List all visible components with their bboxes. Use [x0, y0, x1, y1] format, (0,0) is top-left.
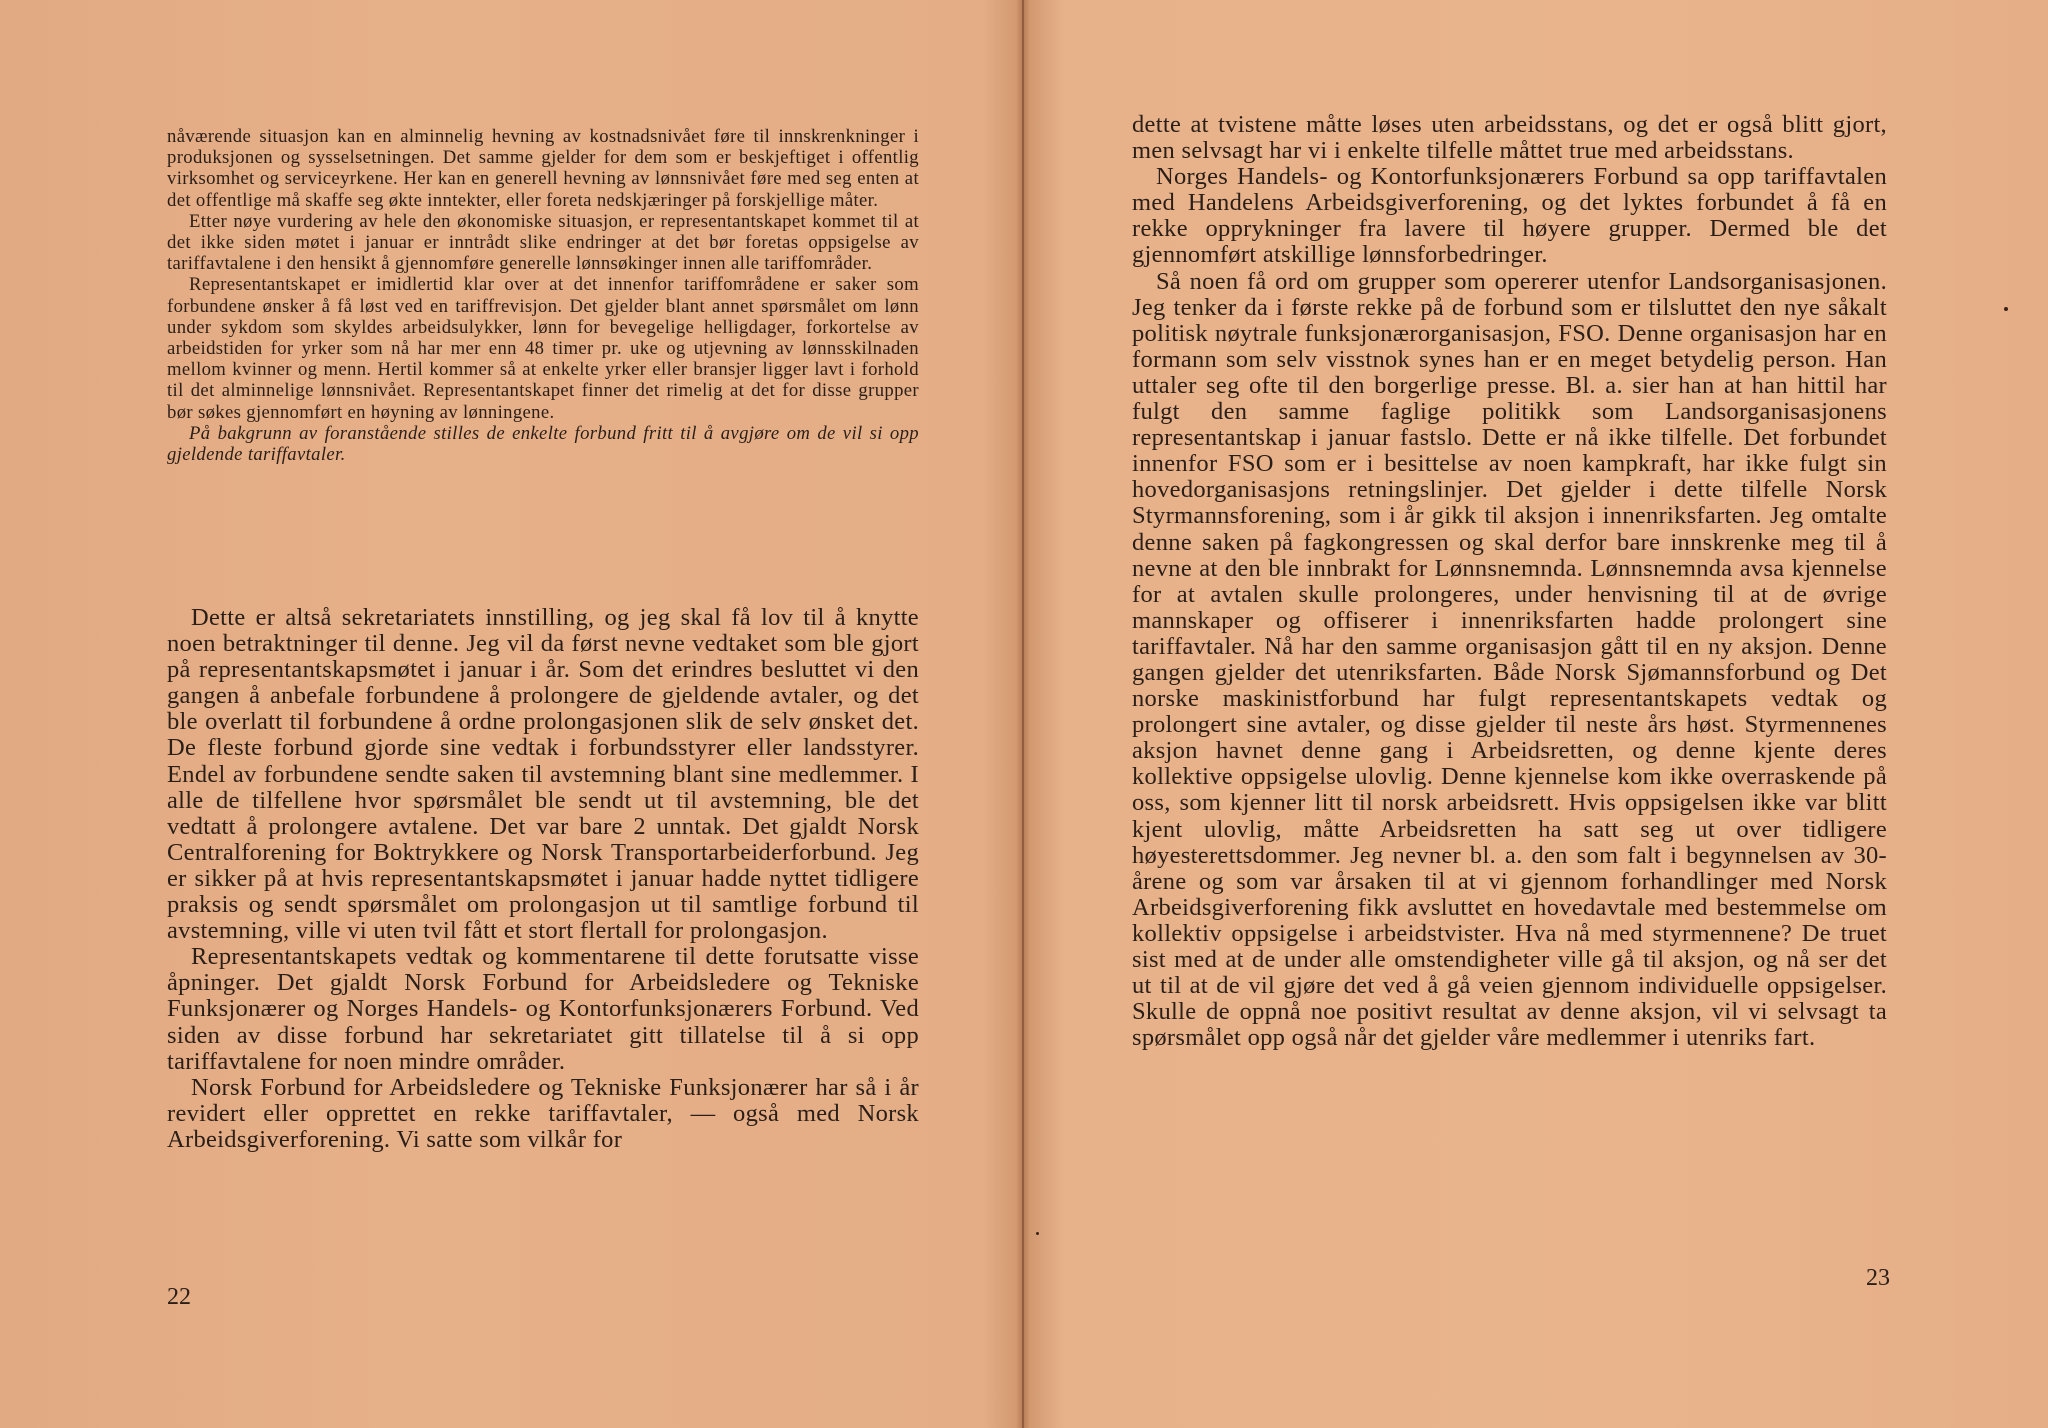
- page-number-right: 23: [1866, 1265, 1890, 1291]
- small-italic-paragraph: På bakgrunn av foranstående stilles de enkelte forbund fritt til å avgjøre om de vil si opp gjeldende tariffavtaler.: [167, 422, 919, 466]
- body-paragraph: Dette er altså sekretariatets innstilling, og jeg skal få lov til å knytte noen betraktninger til denne. Jeg vil da først nevne vedtaket som ble gjort på representantskapsmøtet i januar i år. Som det erindres besluttet vi den gangen å anbefale forbundene å prolongere de gjeldende avtaler, og det ble overlatt til forbundene å ordne prolongasjonen slik de selv ønsket det. De fleste forbund gjorde sine vedtak i forbundsstyrer eller landsstyrer. Endel av forbundene sendte saken til avstemning blant sine medlemmer. I alle de tilfellene hvor spørsmålet ble sendt ut til avstemning, ble det vedtatt å prolongere avtalene. Det var bare 2 unntak. Det gjaldt Norsk Centralforening for Boktrykkere og Norsk Transportarbeiderforbund. Jeg er sikker på at hvis representantskapsmøtet i januar hadde nyttet tidligere praksis og sendt spørsmålet om prolongasjon ut til samtlige forbund til avstemning, ville vi uten tvil fått et stort flertall for prolongasjon.: [167, 604, 919, 945]
- paper-speck: [1036, 1232, 1039, 1235]
- page-number-left: 22: [167, 1284, 191, 1310]
- body-paragraph: Representantskapets vedtak og kommentarene til dette forutsatte visse åpninger. Det gjaldt Norsk Forbund for Arbeidsledere og Tekniske Funksjonærer og Norges Handels- og Kontorfunksjonærers Forbund. Ved siden av disse forbund har sekretariatet gitt tillatelse til å si opp tariffavtalene for noen mindre områder.: [167, 943, 919, 1075]
- body-paragraph: Norsk Forbund for Arbeidsledere og Tekniske Funksjonærer har så i år revidert eller opprettet en rekke tariffavtaler, — også med Norsk Arbeidsgiverforening. Vi satte som vilkår for: [167, 1073, 919, 1153]
- body-paragraph: Så noen få ord om grupper som opererer utenfor Landsorganisasjonen. Jeg tenker da i første rekke på de forbund som er tilsluttet den nye såkalt politisk nøytrale funksjonærorganisasjon, FSO. Denne organisasjon har en formann som selv visstnok synes han er en meget betydelig person. Han uttaler seg ofte til den borgerlige presse. Bl. a. sier han at han hittil har fulgt den samme faglige politikk som Landsorganisasjonens representantskap i januar fastslo. Dette er nå ikke tilfelle. Det forbundet innenfor FSO som er i besittelse av noen kampkraft, har ikke fulgt sin hovedorganisasjons retningslinjer. Det gjelder i dette tilfelle Norsk Styrmannsforening, som i år gikk til aksjon i innenriksfarten. Jeg omtalte denne saken på fagkongressen og skal derfor bare innskrenke meg til å nevne at den ble innbrakt for Lønnsnemnda. Lønnsnemnda avsa kjennelse for at avtalen skulle prolongeres, under henvisning til at de øvrige mannskaper og offiserer i innenriksfarten hadde prolongert sine tariffavtaler. Nå har den samme organisasjon gått til en ny aksjon. Denne gangen gjelder det utenriksfarten. Både Norsk Sjømannsforbund og Det norske maskinistforbund har fulgt representantskapets vedtak og prolongert sine avtaler, og disse gjelder til neste års høst. Styrmennenes aksjon havnet denne gang i Arbeidsretten, og denne kjente deres kollektive oppsigelse ulovlig. Denne kjennelse kom ikke overraskende på oss, som kjenner litt til norsk arbeidsrett. Hvis oppsigelsen ikke var blitt kjent ulovlig, måtte Arbeidsretten ha satt seg ut over tidligere høyesterettsdommer. Jeg nevner bl. a. den som falt i begynnelsen av 30-årene og som var årsaken til at vi gjennom forhandlinger med Norsk Arbeidsgiverforening fikk avsluttet en hovedavtale med bestemmelse om kollektiv oppsigelse i arbeidstvister. Hva nå med styrmennene? De truet sist med at de under alle omstendigheter ville gå til aksjon, og nå ser det ut til at de vil gjøre det ved å gå veien gjennom individuelle oppsigelser. Skulle de oppnå noe positivt resultat av denne aksjon, vil vi selvsagt ta spørsmålet opp også når det gjelder våre medlemmer i utenriks fart.: [1132, 267, 1887, 1052]
- left-body-text: [167, 605, 919, 1153]
- right-body-text: [1132, 112, 1887, 1051]
- small-paragraph: nåværende situasjon kan en alminnelig hevning av kostnadsnivået føre til innskrenkninger i produksjonen og sysselsetningen. Det samme gjelder for dem som er beskjeftiget i offentlig virksomhet og serviceyrkene. Her kan en generell hevning av lønnsnivået føre med seg enten at det offentlige må skaffe seg økte inntekter, eller foreta nedskjæringer på forskjellige måter.: [167, 126, 919, 211]
- small-paragraph: Etter nøye vurdering av hele den økonomiske situasjon, er representantskapet kommet til at det ikke siden møtet i januar er inntrådt slike endringer at det bør foretas oppsigelse av tariffavtalene i den hensikt å gjennomføre generelle lønnsøkinger innen alle tariffområder.: [167, 210, 919, 275]
- body-paragraph: Norges Handels- og Kontorfunksjonærers Forbund sa opp tariffavtalen med Handelens Arbeidsgiverforening, og det lyktes forbundet å få en rekke opprykninger fra lavere til høyere grupper. Dermed ble det gjennomført atskillige lønnsforbedringer.: [1132, 163, 1887, 269]
- small-paragraph: Representantskapet er imidlertid klar over at det innenfor tariffområdene er saker som forbundene ønsker å få løst ved en tariffrevisjon. Det gjelder blant annet spørsmålet om lønn under sykdom som skyldes arbeidsulykker, lønn for bevegelige helligdager, forkortelse av arbeidstiden for yrker som nå har mer enn 48 timer pr. uke og utjevning av lønnsskilnaden mellom kvinner og menn. Hertil kommer så at enkelte yrker eller bransjer ligger lavt i forhold til det alminnelige lønnsnivået. Representantskapet finner det rimelig at det for disse grupper bør søkes gjennomført en høyning av lønningene.: [167, 274, 919, 423]
- left-page: [0, 0, 1022, 1428]
- body-paragraph: dette at tvistene måtte løses uten arbeidsstans, og det er også blitt gjort, men selvsagt har vi i enkelte tilfelle måttet true med arbeidsstans.: [1132, 111, 1887, 165]
- book-spine: [1022, 0, 1024, 1428]
- paper-speck: [2004, 307, 2008, 311]
- quoted-resolution-text: [167, 126, 919, 465]
